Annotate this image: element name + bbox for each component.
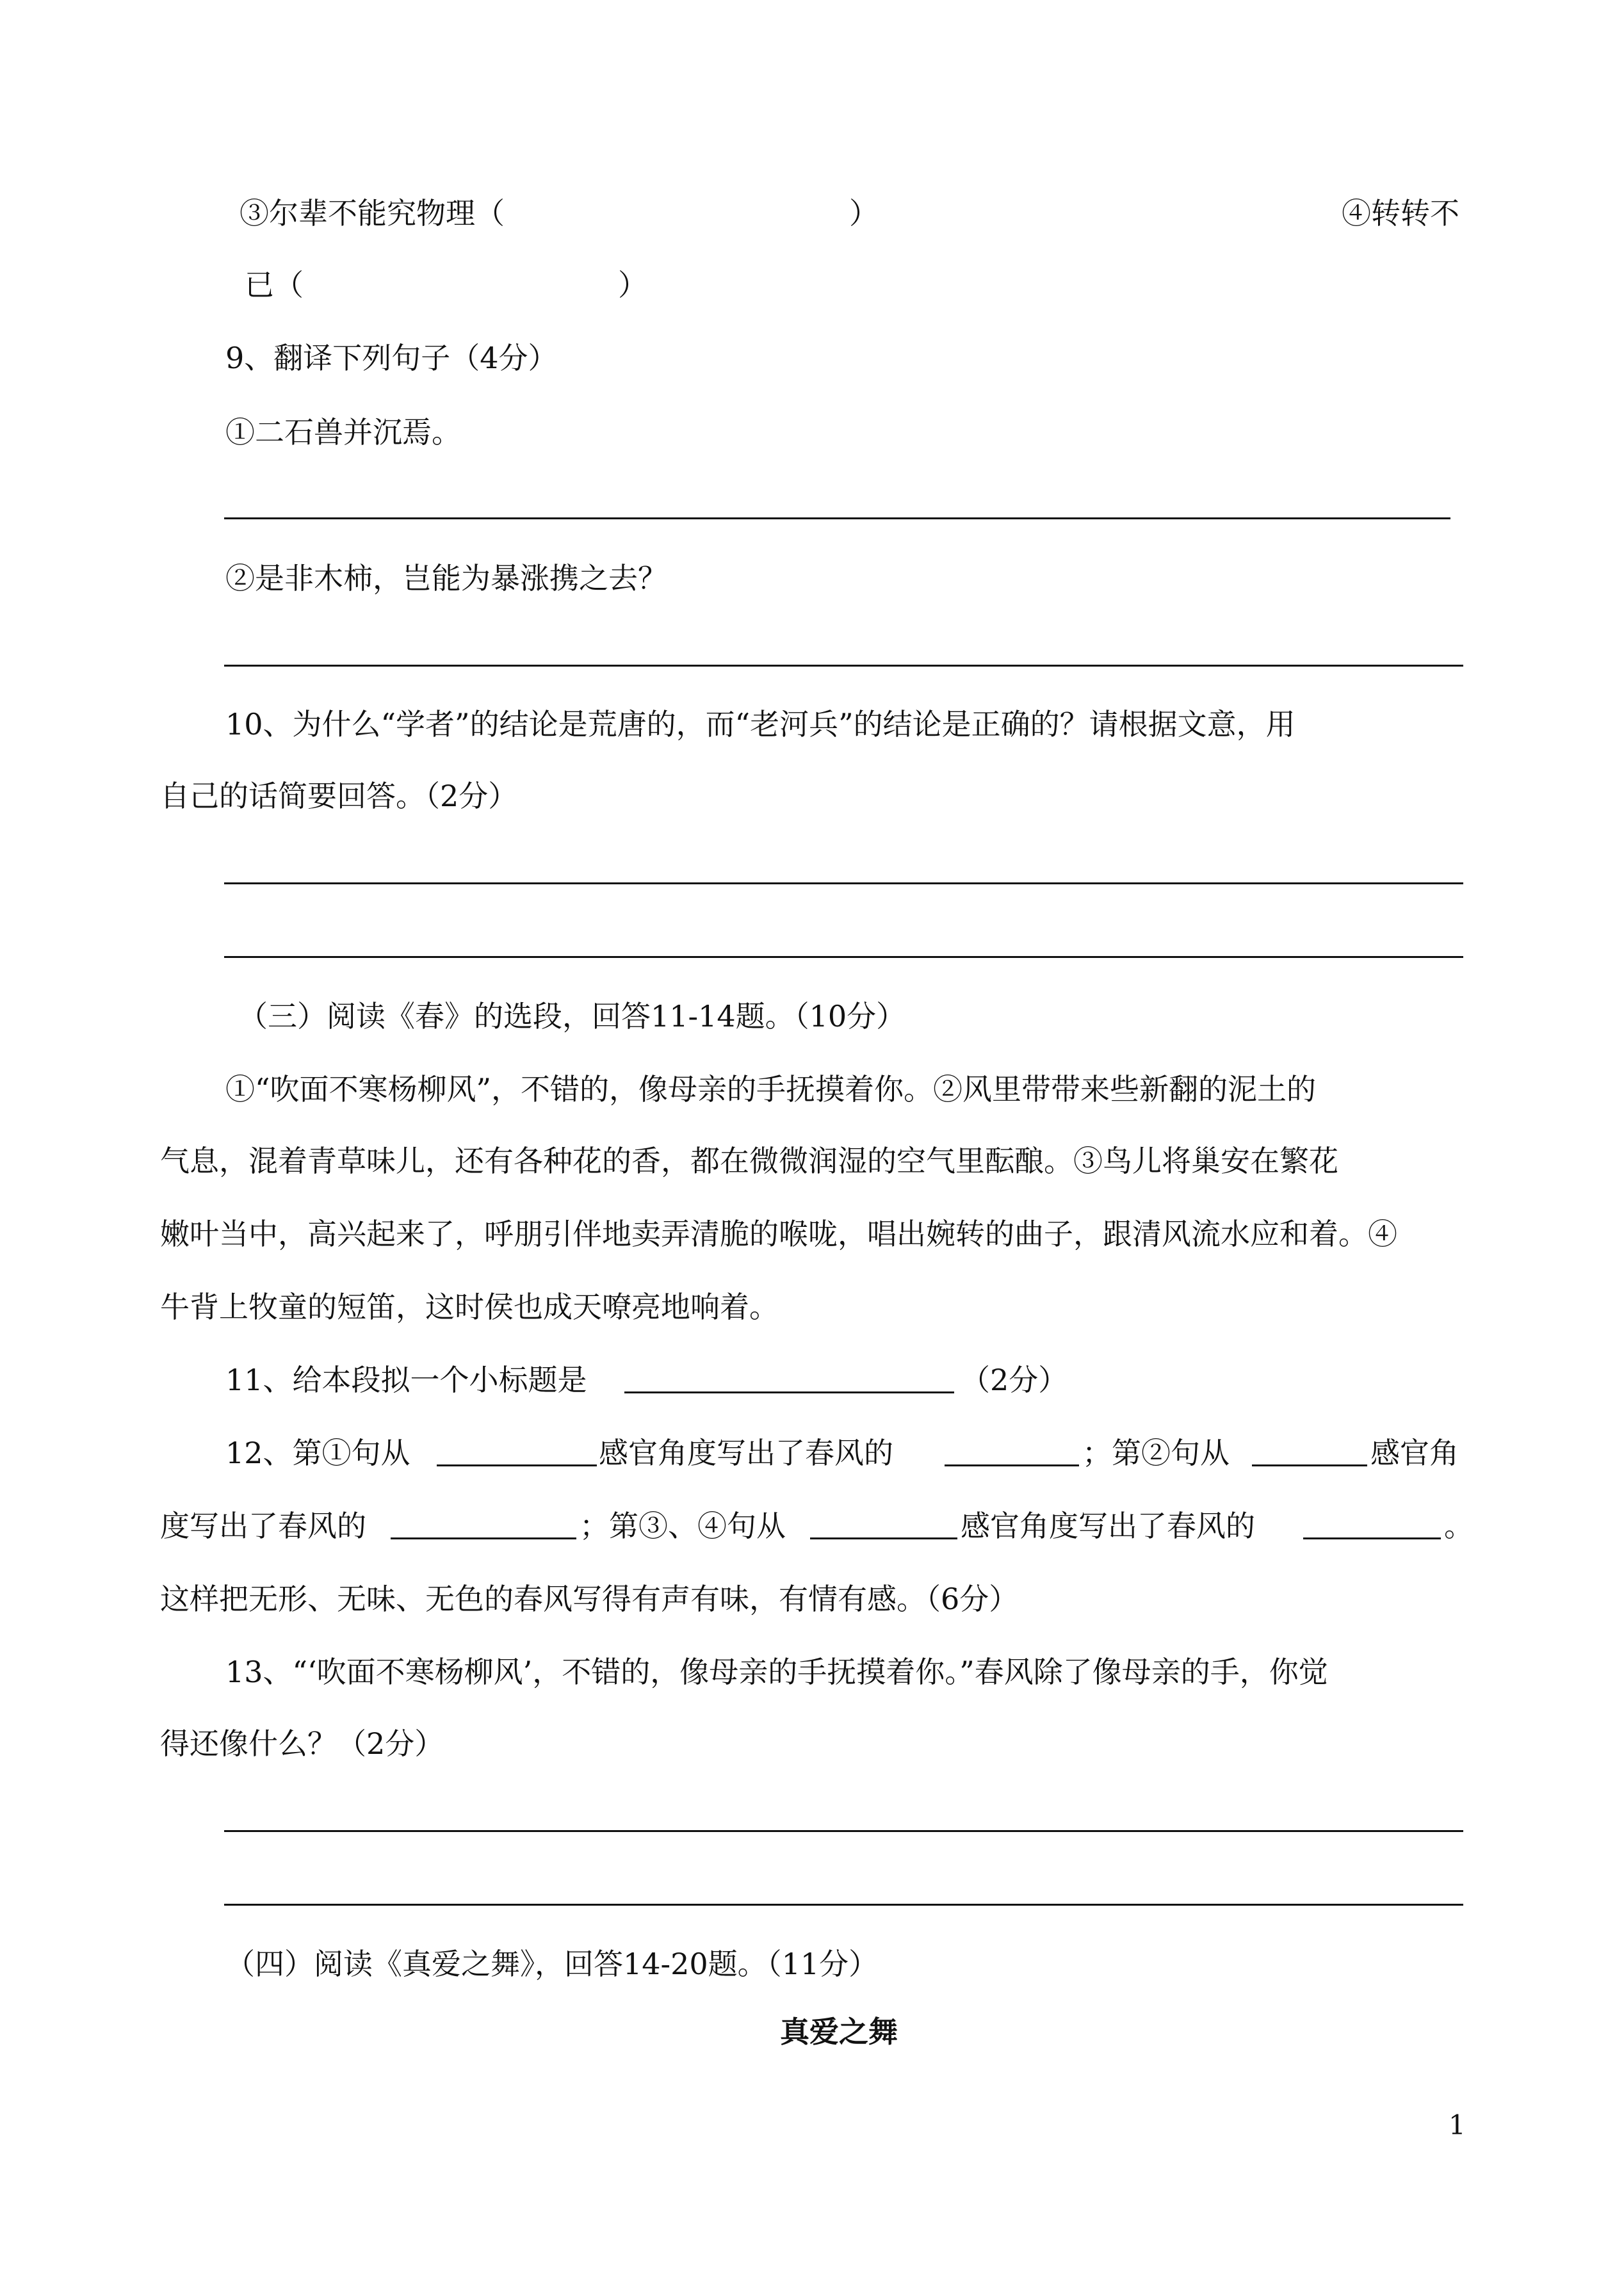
- q12-line2-d: 。: [1444, 1509, 1474, 1543]
- passage-line-3: 嫩叶当中，高兴起来了，呼朋引伴地卖弄清脆的喉咙，唱出婉转的曲子，跟清风流水应和着。④: [160, 1217, 1397, 1251]
- q12-line1-a: 12、第①句从: [225, 1436, 410, 1470]
- q8-item3-close: ）: [849, 196, 879, 231]
- q8-item4-tail: 已（: [245, 268, 304, 302]
- q13-answer-line-2[interactable]: [224, 1904, 1463, 1906]
- q11-text: 11、给本段拟一个小标题是: [225, 1363, 587, 1397]
- passage-line-4: 牛背上牧童的短笛，这时侯也成天嘹亮地响着。: [160, 1290, 779, 1324]
- q13-answer-line-1[interactable]: [224, 1830, 1463, 1832]
- q9-sentence-1: ①二石兽并沉焉。: [225, 415, 461, 450]
- q8-item4-head: ④转转不: [1342, 196, 1459, 231]
- q8-item3: ③尔辈不能究物理（: [240, 196, 505, 231]
- q8-item4-close: ）: [618, 268, 647, 302]
- q9-prompt: 9、翻译下列句子（4分）: [225, 341, 558, 375]
- q12-line1-d: 感官角: [1370, 1436, 1459, 1470]
- q11-blank[interactable]: [624, 1391, 954, 1393]
- q12-line2-a: 度写出了春风的: [160, 1509, 366, 1543]
- section-3-heading: （三）阅读《春》的选段，回答11-14题。（10分）: [238, 999, 906, 1034]
- q12-blank-1[interactable]: [437, 1464, 597, 1466]
- q12-blank-2[interactable]: [945, 1464, 1079, 1466]
- q12-blank-5[interactable]: [810, 1537, 957, 1539]
- page-number: 1: [1449, 2109, 1466, 2141]
- q13-line-1: 13、“‘吹面不寒杨柳风’，不错的，像母亲的手抚摸着你。”春风除了像母亲的手，你觉: [225, 1655, 1328, 1689]
- q9-answer-line-1[interactable]: [224, 517, 1450, 519]
- q12-line2-b: ；第③、④句从: [580, 1509, 786, 1543]
- q12-line1-b: 感官角度写出了春风的: [599, 1436, 893, 1470]
- q12-line-3: 这样把无形、无味、无色的春风写得有声有味，有情有感。（6分）: [160, 1582, 1019, 1616]
- q10-answer-line-2[interactable]: [224, 956, 1463, 958]
- q11-score: （2分）: [961, 1363, 1068, 1397]
- q9-answer-line-2[interactable]: [224, 665, 1463, 667]
- q10-answer-line-1[interactable]: [224, 882, 1463, 884]
- q12-line1-c: ；第②句从: [1082, 1436, 1230, 1470]
- q12-blank-3[interactable]: [1252, 1464, 1367, 1466]
- q12-line2-c: 感官角度写出了春风的: [961, 1509, 1255, 1543]
- passage-line-1: ①“吹面不寒杨柳风”，不错的，像母亲的手抚摸着你。②风里带带来些新翻的泥土的: [225, 1072, 1317, 1107]
- q13-line-2: 得还像什么？（2分）: [160, 1726, 444, 1761]
- article-title: 真爱之舞: [780, 2015, 898, 2049]
- q10-line-1: 10、为什么“学者”的结论是荒唐的，而“老河兵”的结论是正确的？请根据文意，用: [225, 707, 1295, 742]
- q9-sentence-2: ②是非木柿，岂能为暴涨携之去？: [225, 561, 667, 596]
- passage-line-2: 气息，混着青草味儿，还有各种花的香，都在微微润湿的空气里酝酿。③鸟儿将巢安在繁花: [160, 1144, 1338, 1178]
- q12-blank-6[interactable]: [1303, 1537, 1441, 1539]
- q12-blank-4[interactable]: [391, 1537, 576, 1539]
- section-4-heading: （四）阅读《真爱之舞》，回答14-20题。（11分）: [225, 1947, 879, 1981]
- q10-line-2: 自己的话简要回答。（2分）: [160, 779, 518, 813]
